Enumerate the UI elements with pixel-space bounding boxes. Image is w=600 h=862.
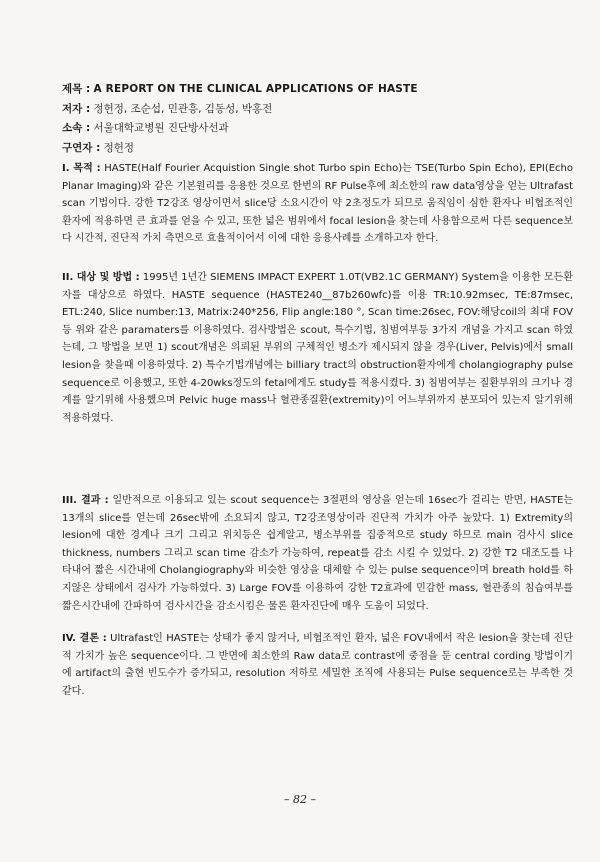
section-methods [62, 269, 573, 427]
section-purpose [62, 160, 573, 248]
section-body-methods: 1995년 1년간 SIEMENS IMPACT EXPERT 1.0T(VB2.1C GERMANY) System을 이용한 모든환자를 대상으로 하였다. HASTE sequence (HASTE240__87b260wfc)를 이용 TR:10.92msec, TE:87msec, ETL:240, Slice number:13, Matrix:240*256, Flip angle:180 °, Scan time:26sec, FOV:해당coil의 최대 FOV등 위와 같은 paramaters를 이용하였다. 검사방법은 scout, 특수기법, 침범여부등 3가지 개념을 가지고 scan 하였는데, 그 방법을 보면 1) scout개념은 의뢰된 부위의 구체적인 병소가 제시되지 않을 경우(Liver, Pelvis)에서 small lesion을 찾을때 이용하였다. 2) 특수기법개념에는 billiary tract의 obstruction환자에게 cholangiography pulse sequence로 이용했고, 또한 4-20wks정도의 fetal에게도 study를 적용시켰다. 3) 침범여부는 질환부위의 크기나 경계를 알기위해 사용했으며 Pelvic huge mass나 혈관종질환(extremity)이 어느부위까지 분포되어 있는지 알기위해 적용하였다. [62, 272, 574, 424]
section-heading-conclusion: IV. 결론 : [62, 633, 107, 644]
section-body-conclusion: Ultrafast인 HASTE는 상태가 좋지 않거나, 비협조적인 환자, 넓은 FOV내에서 작은 lesion을 찾는데 진단적 가치가 높은 sequence이다. 그 반면에 최소한의 Raw data로 contrast에 중점을 둔 central cording 방법이기에 artifact의 출현 빈도수가 증가되고, resolution 저하로 세밀한 조직에 사용되는 Pulse sequence로는 부족한 것 같다. [62, 633, 573, 697]
page-number: – 82 – [284, 793, 316, 806]
section-heading-purpose: I. 목적 : [62, 163, 101, 174]
title-line [62, 80, 562, 100]
title-label: 제목 : [62, 83, 91, 95]
section-conclusion [62, 630, 573, 700]
affiliation-label: 소속 : [62, 122, 91, 134]
section-body-purpose: HASTE(Half Fourier Acquistion Single shot Turbo spin Echo)는 TSE(Turbo Spin Echo), EPI(Echo Planar Imaging)와 같은 기본원리를 응용한 것으로 한번의 RF Pulse후에 최소한의 raw data영상을 얻는 Ultrafast scan 기법이다. 강한 T2강조 영상이면서 slice당 소요시간이 약 2초정도가 되므로 움직임이 심한 환자나 비협조적인 환자에 적용하면 큰 효과를 얻을 수 있고, 또한 넓은 범위에서 focal lesion을 찾는데 사용함으로써 다른 sequence보다 시간적, 진단적 가치 측면으로 효율적이어서 이에 대한 응용사례를 소개하고자 한다. [62, 163, 573, 245]
affiliation: 서울대학교병원 진단방사선과 [93, 122, 229, 134]
authors: 정헌정, 조순섭, 민관흥, 김동성, 박홍전 [93, 102, 273, 115]
section-results [62, 492, 573, 615]
affiliation-line [62, 119, 562, 139]
presenter-line [62, 139, 562, 159]
section-heading-results: III. 결과 : [62, 495, 109, 506]
section-body-results: 일반적으로 이용되고 있는 scout sequence는 3절편의 영상을 얻는데 16sec가 걸리는 반면, HASTE는 13개의 slice를 얻는데 26sec밖에 소요되지 않고, T2강조영상이라 진단적 가치가 아주 높았다. 1) Extremity의 lesion에 대한 경계나 크기 그리고 위치등은 쉽게알고, 병소부위를 집중적으로 study 하므로 main 검사시 slice thickness, numbers 그리고 scan time 감소가 가능하여, repeat를 감소 시킬 수 있었다. 2) 강한 T2 대조도를 나타내어 짧은 시간내에 Cholangiography와 비슷한 영상을 대체할 수 있는 pulse sequence이며 breath hold를 하지않은 상태에서 검사가 가능하였다. 3) Large FOV를 이용하여 강한 T2효과에 민감한 mass, 혈관종의 침습여부를 짧은시간내에 간파하여 검사시간을 감소시킴은 물론 환자진단에 매우 도움이 되었다. [62, 495, 574, 612]
presenter: 정헌정 [103, 141, 135, 154]
authors-label: 저자 : [62, 102, 91, 115]
abstract-metadata [62, 80, 562, 158]
section-heading-methods: II. 대상 및 방법 : [62, 272, 140, 283]
authors-line [62, 100, 562, 120]
presenter-label: 구연자 : [62, 141, 101, 154]
paper-title: A REPORT ON THE CLINICAL APPLICATIONS OF HASTE [93, 83, 418, 95]
